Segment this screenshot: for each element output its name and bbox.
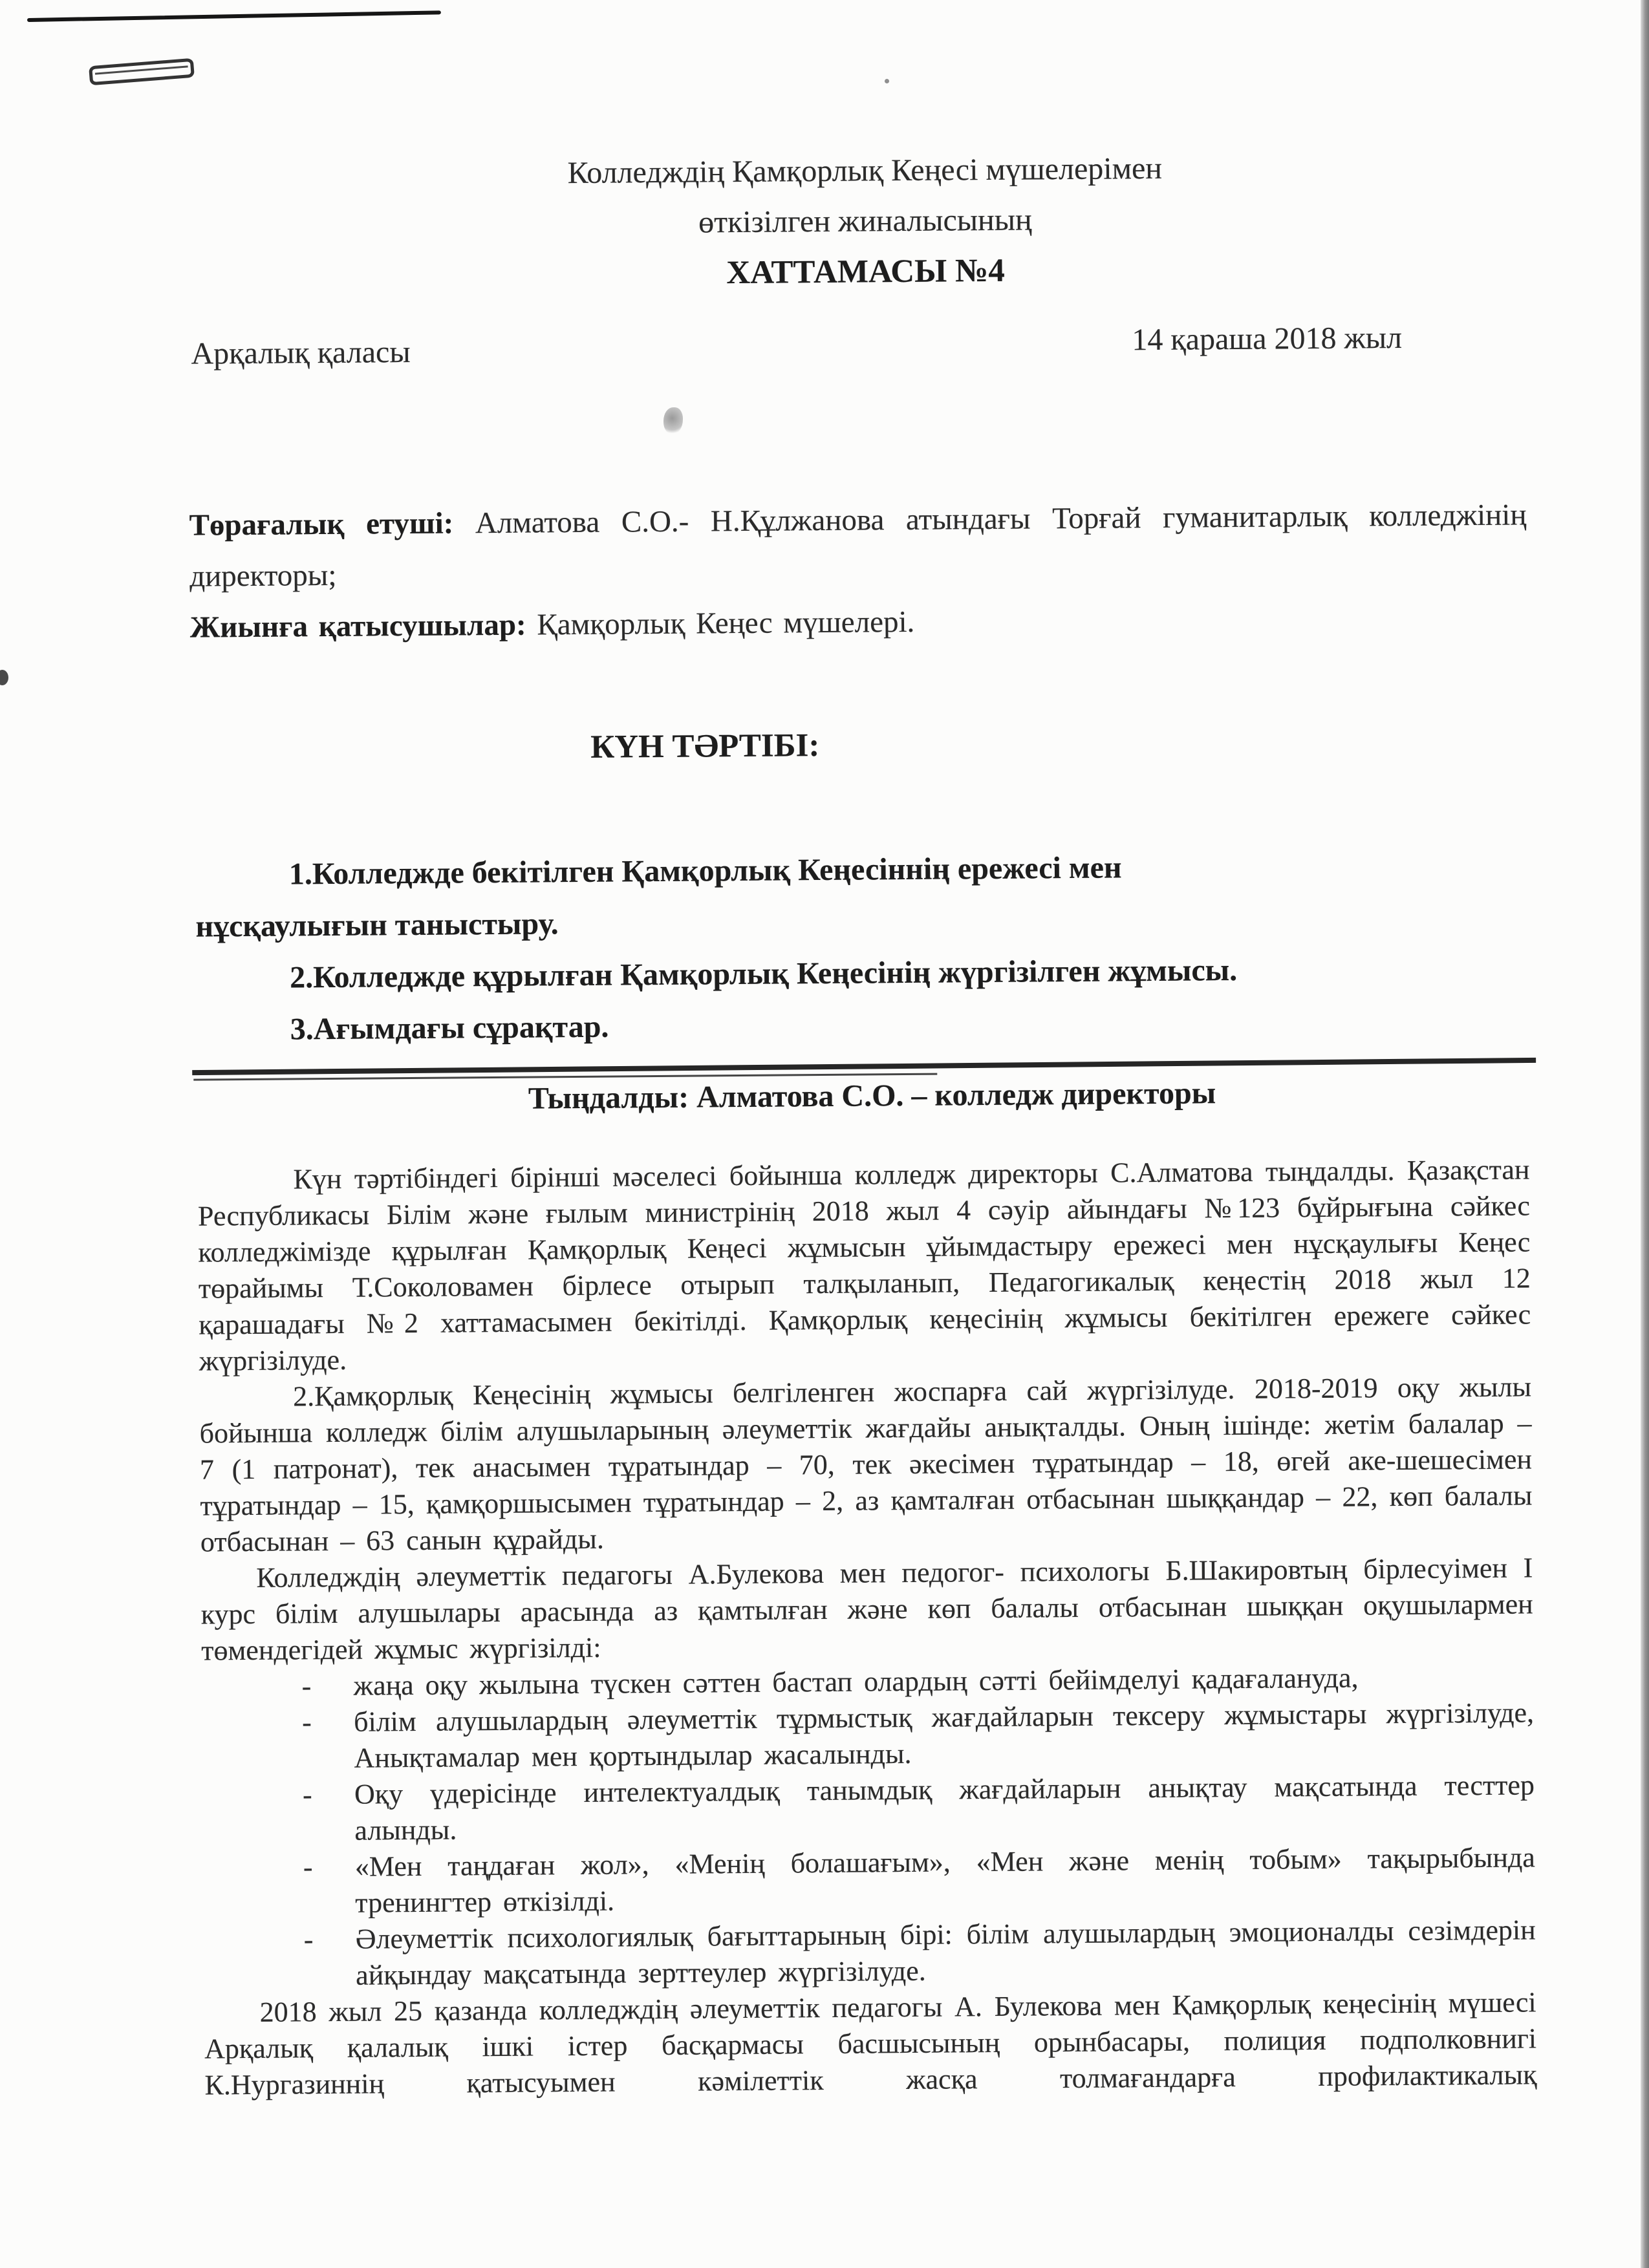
participants-label: Жиынға қатысушылар: [189,608,526,645]
bullet-text: білім алушылардың әлеуметтік тұрмыстық жағдайларын тексеру жұмыстары жүргізілуде, Анықтамалар мен қортындылар жасалынды. [353,1696,1535,1774]
agenda-list [195,839,1529,1056]
paragraph: 2.Қамқорлық Кеңесінің жұмысы белгіленген жоспарға сай жүргізілуде. 2018-2019 оқу жылы бойынша колледж білім алушыларының әлеуметтік жағдайы анықталды. Оның ішінде: жетім балалар – 7 (1 патронат), тек анасымен тұратындар – 70, тек әкесімен тұратындар – 18, өгей аке-шешесімен тұратындар – 15, қамқоршысымен тұратындар – 2, аз қамталған отбасынан шыққандар – 22, көп балалы отбасынан – 63 санын құрайды. [199,1371,1533,1558]
bullet-text: «Мен таңдаған жол», «Менің болашағым», «Мен және менің тобым» тақырыбында тренингтер өткізілді. [354,1841,1536,1919]
agenda-item-1-continuation: нұсқаулығын таныстыру. [195,906,559,944]
protocol-body [197,1151,1536,2103]
bullet-dash-marker: - [302,1779,312,1811]
document-title-block [199,140,1532,302]
title-line-2: өткізілген жиналысының [698,202,1032,240]
agenda-heading: КҮН ТӘРТІБІ: [590,727,820,765]
date-label: 14 қараша 2018 жыл [1132,320,1403,358]
horizontal-rule [192,1058,1536,1075]
bullet-text: жаңа оқу жылына түскен сәттен бастап олардың сәтті бейімделуі қадағалануда, [353,1662,1359,1702]
bullet-item [203,1839,1536,1922]
bullet-dash-marker: - [301,1706,312,1738]
participants-block [189,489,1527,653]
protocol-number-title: ХАТТАМАСЫ №4 [726,252,1005,292]
bullet-item [202,1695,1535,1777]
bullet-dash-marker: - [303,1851,313,1883]
listened-heading: Тыңдалды: Алматова С.О. – колледж директоры [528,1076,1216,1116]
scanner-edge-strip-artifact [1641,0,1649,2268]
bullet-item [204,1912,1536,1995]
closing-paragraph: 2018 жыл 25 қазанда колледждің әлеуметтік педагогы А. Булекова мен Қамқорлық кеңесінің мүшесі Арқалық қалалық ішкі істер басқармасы басшысының орынбасары, полиция подполковнигі К.Нургазиннің қатысуымен кәмілеттік жасқа толмағандарға профилактикалық [204,1986,1537,2101]
chair-label: Төрағалық етуші: [189,506,454,542]
paragraph: Колледждің әлеуметтік педагогы А.Булекова мен педогог- психологы Б.Шакировтың бірлесуімен I курс білім алушылары арасында аз қамтылған және көп балалы отбасынан шыққан оқушылармен төмендегідей жұмыс жүргізілді: [200,1552,1533,1667]
bullet-dash-marker: - [301,1670,312,1702]
agenda-item-1: 1.Колледжде бекітілген Қамқорлық Кеңесіннің ережесі мен [288,850,1122,892]
agenda-item-2: 2.Колледжде құрылған Қамқорлық Кеңесінің жүргізілген жұмысы. [289,952,1238,995]
chair-line [189,489,1527,602]
paragraph: Күн тәртібіндегі бірінші мәселесі бойынша колледж директоры С.Алматова тыңдалды. Қазақстан Республикасы Білім және ғылым министрінің 2018 жыл 4 сәуір айындағы №123 бұйрығына сәйкес колледжімізде құрылған Қамқорлық Кеңесі жұмысын ұйымдастыру ережесі мен нұсқаулығы Кеңес төрайымы Т.Соколовамен бірлесе отырып талқыланып, Педагогикалық кеңестің 2018 жыл 12 қарашадағы №2 хаттамасымен бекітілді. Қамқорлық кеңесінің жұмысы бекітілген ережеге сәйкес жүргізілуде. [197,1153,1531,1377]
city-date-row [191,320,1523,371]
bullet-item [202,1767,1535,1850]
bullet-dash-marker: - [303,1923,314,1956]
bullet-text: Оқу үдерісінде интелектуалдық танымдық жағдайларын анықтау мақсатында тесттер алынды. [354,1769,1535,1846]
city-label: Арқалық қаласы [191,334,411,371]
agenda-item-3: 3.Ағымдағы сұрақтар. [290,1009,609,1047]
participants-text: Қамқорлық Кеңес мүшелері. [537,604,915,642]
chair-text: Алматова С.О.- Н.Құлжанова атындағы Торғай гуманитарлық колледжінің директоры; [189,498,1527,594]
participants-line [190,592,1528,653]
bullet-text: Әлеуметтік психологиялық бағыттарының бірі: білім алушылардың эмоционалды сезімдерін айқындау мақсатында зерттеулер жүргізілуде. [355,1914,1536,1991]
title-line-1: Колледждің Қамқорлық Кеңесі мүшелерімен [567,151,1163,191]
